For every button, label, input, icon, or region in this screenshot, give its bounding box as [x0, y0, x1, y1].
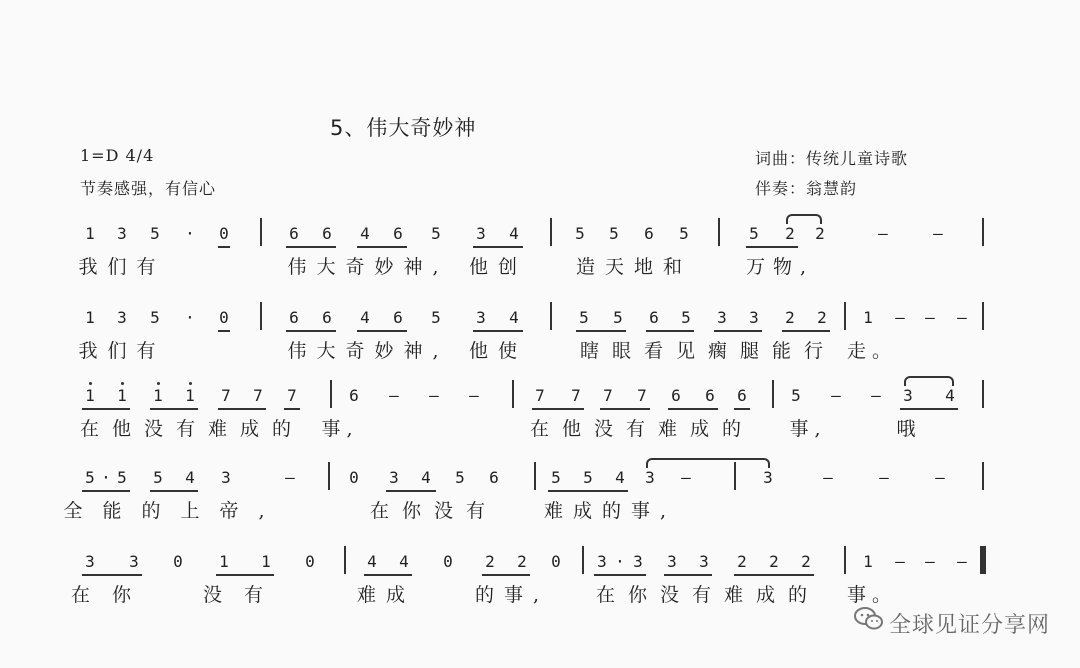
note: 0 — [219, 224, 229, 243]
lyric: 在他没有难成的 — [79, 418, 305, 440]
notation-row-1 — [78, 222, 998, 248]
note: 2 — [815, 224, 825, 243]
note: 4 — [509, 308, 519, 327]
barline — [718, 218, 720, 246]
note: 2 — [801, 552, 811, 571]
note: 3 — [667, 552, 677, 571]
note: 2 — [769, 552, 779, 571]
note: 5 — [583, 468, 593, 487]
note: 3 — [221, 468, 231, 487]
note: 2 — [817, 308, 827, 327]
note: – — [925, 552, 935, 571]
note: 1 — [153, 386, 163, 405]
note: 4 — [360, 224, 370, 243]
note: 4 — [185, 468, 195, 487]
lyric: 哦 — [896, 418, 916, 440]
note: – — [871, 386, 881, 405]
lyric: 我们有 — [78, 256, 166, 278]
note: 4 — [945, 386, 955, 405]
note: – — [389, 386, 399, 405]
note: – — [957, 308, 967, 327]
note: 7 — [221, 386, 231, 405]
song-title: 5、伟大奇妙神 — [330, 116, 477, 140]
note: · — [101, 468, 111, 487]
note: 6 — [349, 386, 359, 405]
note: 5 — [150, 224, 160, 243]
note: 2 — [785, 308, 795, 327]
note: 6 — [393, 308, 403, 327]
note: 5 — [791, 386, 801, 405]
note: 2 — [785, 224, 795, 243]
note: 3 — [389, 468, 399, 487]
note: 1 — [85, 224, 95, 243]
note: 3 — [117, 308, 127, 327]
wechat-icon — [854, 606, 884, 632]
note: 5 — [551, 468, 561, 487]
note: · — [185, 224, 195, 243]
note: – — [895, 308, 905, 327]
note: 6 — [393, 224, 403, 243]
note: 1 — [85, 308, 95, 327]
barline — [982, 462, 984, 490]
note: 6 — [289, 224, 299, 243]
note: 6 — [649, 308, 659, 327]
note: – — [933, 224, 943, 243]
note: – — [469, 386, 479, 405]
tempo-marking: 节奏感强，有信心 — [80, 179, 217, 198]
barline — [982, 302, 984, 330]
note: – — [878, 224, 888, 243]
barline — [582, 546, 584, 574]
note: 4 — [421, 468, 431, 487]
note: 5 — [431, 308, 441, 327]
note: 0 — [443, 552, 453, 571]
note: 5 — [579, 308, 589, 327]
note: 3 — [85, 552, 95, 571]
note: – — [925, 308, 935, 327]
note: 1 — [863, 308, 873, 327]
barline — [344, 546, 346, 574]
note: 3 — [763, 468, 773, 487]
note: 0 — [349, 468, 359, 487]
note: 5 — [609, 224, 619, 243]
note: 5 — [575, 224, 585, 243]
note: 6 — [489, 468, 499, 487]
note: – — [681, 468, 691, 487]
barline — [982, 380, 984, 408]
lyric: 在你没有难成的 — [595, 584, 821, 606]
note: 5 — [85, 468, 95, 487]
note: – — [957, 552, 967, 571]
note: 0 — [305, 552, 315, 571]
note: 2 — [517, 552, 527, 571]
note: 5 — [679, 224, 689, 243]
note: 0 — [551, 552, 561, 571]
note: 1 — [219, 552, 229, 571]
barline — [534, 462, 536, 490]
note: 7 — [253, 386, 263, 405]
note: 3 — [717, 308, 727, 327]
note: · — [185, 308, 195, 327]
barline — [844, 546, 846, 574]
note: – — [879, 468, 889, 487]
note: 2 — [737, 552, 747, 571]
note: 3 — [645, 468, 655, 487]
barline — [512, 380, 514, 408]
note: 3 — [749, 308, 759, 327]
lyric: 造天地和 — [575, 256, 693, 278]
note: – — [895, 552, 905, 571]
note: 5 — [455, 468, 465, 487]
lyric: 走。 — [846, 340, 898, 362]
barline — [982, 218, 984, 246]
notation-row-2 — [78, 306, 998, 332]
note: 6 — [644, 224, 654, 243]
lyric: 他使 — [468, 340, 528, 362]
note: 1 — [863, 552, 873, 571]
barline — [260, 218, 262, 246]
lyric: 全能的上帝, — [63, 500, 285, 522]
lyric: 伟大奇妙神, — [287, 340, 449, 362]
lyric: 的事, — [474, 584, 550, 606]
note: 2 — [485, 552, 495, 571]
lyric: 伟大奇妙神, — [287, 256, 449, 278]
note: 6 — [737, 386, 747, 405]
note: 4 — [360, 308, 370, 327]
note: 7 — [637, 386, 647, 405]
note: 1 — [117, 386, 127, 405]
note: 5 — [431, 224, 441, 243]
note: 6 — [671, 386, 681, 405]
notation-row-3 — [78, 384, 998, 410]
note: – — [823, 468, 833, 487]
barline — [550, 302, 552, 330]
lyric: 他创 — [468, 256, 528, 278]
note: · — [615, 552, 625, 571]
note: – — [831, 386, 841, 405]
note: 3 — [476, 224, 486, 243]
lyric: 在你没有 — [369, 500, 499, 522]
note: 6 — [705, 386, 715, 405]
note: 1 — [185, 386, 195, 405]
note: 5 — [153, 468, 163, 487]
lyric: 事。 — [846, 584, 898, 606]
note: 7 — [287, 386, 297, 405]
barline — [772, 380, 774, 408]
note: 5 — [681, 308, 691, 327]
note: – — [429, 386, 439, 405]
note: 3 — [476, 308, 486, 327]
note: 4 — [615, 468, 625, 487]
lyric: 难成 — [356, 584, 416, 606]
lyric: 在他没有难成的 — [529, 418, 755, 440]
note: 6 — [322, 308, 332, 327]
lyric: 事, — [789, 418, 827, 440]
note: 1 — [85, 386, 95, 405]
note: 7 — [603, 386, 613, 405]
note: 7 — [571, 386, 581, 405]
lyric: 难成的事, — [543, 500, 677, 522]
note: 3 — [633, 552, 643, 571]
note: 1 — [261, 552, 271, 571]
barline — [550, 218, 552, 246]
note: 4 — [509, 224, 519, 243]
note: 5 — [117, 468, 127, 487]
notation-row-5 — [78, 550, 998, 576]
note: – — [935, 468, 945, 487]
notation-row-4 — [78, 466, 998, 492]
lyric: 事, — [321, 418, 359, 440]
note: 6 — [289, 308, 299, 327]
barline — [844, 302, 846, 330]
lyric: 瞎眼看见瘸腿能行 — [579, 340, 837, 362]
note: – — [285, 468, 295, 487]
lyric: 在你 — [70, 584, 154, 606]
barline — [328, 462, 330, 490]
note: 3 — [117, 224, 127, 243]
lyric: 我们有 — [78, 340, 166, 362]
watermark: 全球见证分享网 — [888, 613, 1050, 638]
note: 5 — [150, 308, 160, 327]
final-barline — [980, 546, 986, 574]
note: 0 — [173, 552, 183, 571]
barline — [734, 462, 736, 490]
note: 0 — [219, 308, 229, 327]
note: 3 — [597, 552, 607, 571]
words-credit: 词曲：传统儿童诗歌 — [755, 149, 909, 168]
note: 7 — [535, 386, 545, 405]
note: 4 — [399, 552, 409, 571]
key-signature: 1=D 4/4 — [80, 146, 155, 165]
barline — [260, 302, 262, 330]
note: 3 — [699, 552, 709, 571]
barline — [330, 380, 332, 408]
note: 4 — [367, 552, 377, 571]
note: 5 — [749, 224, 759, 243]
note: 5 — [613, 308, 623, 327]
accompaniment-credit: 伴奏：翁慧韵 — [755, 179, 858, 198]
note: 3 — [129, 552, 139, 571]
lyric: 万物, — [745, 256, 815, 278]
note: 6 — [322, 224, 332, 243]
lyric: 没有 — [202, 584, 286, 606]
note: 3 — [903, 386, 913, 405]
